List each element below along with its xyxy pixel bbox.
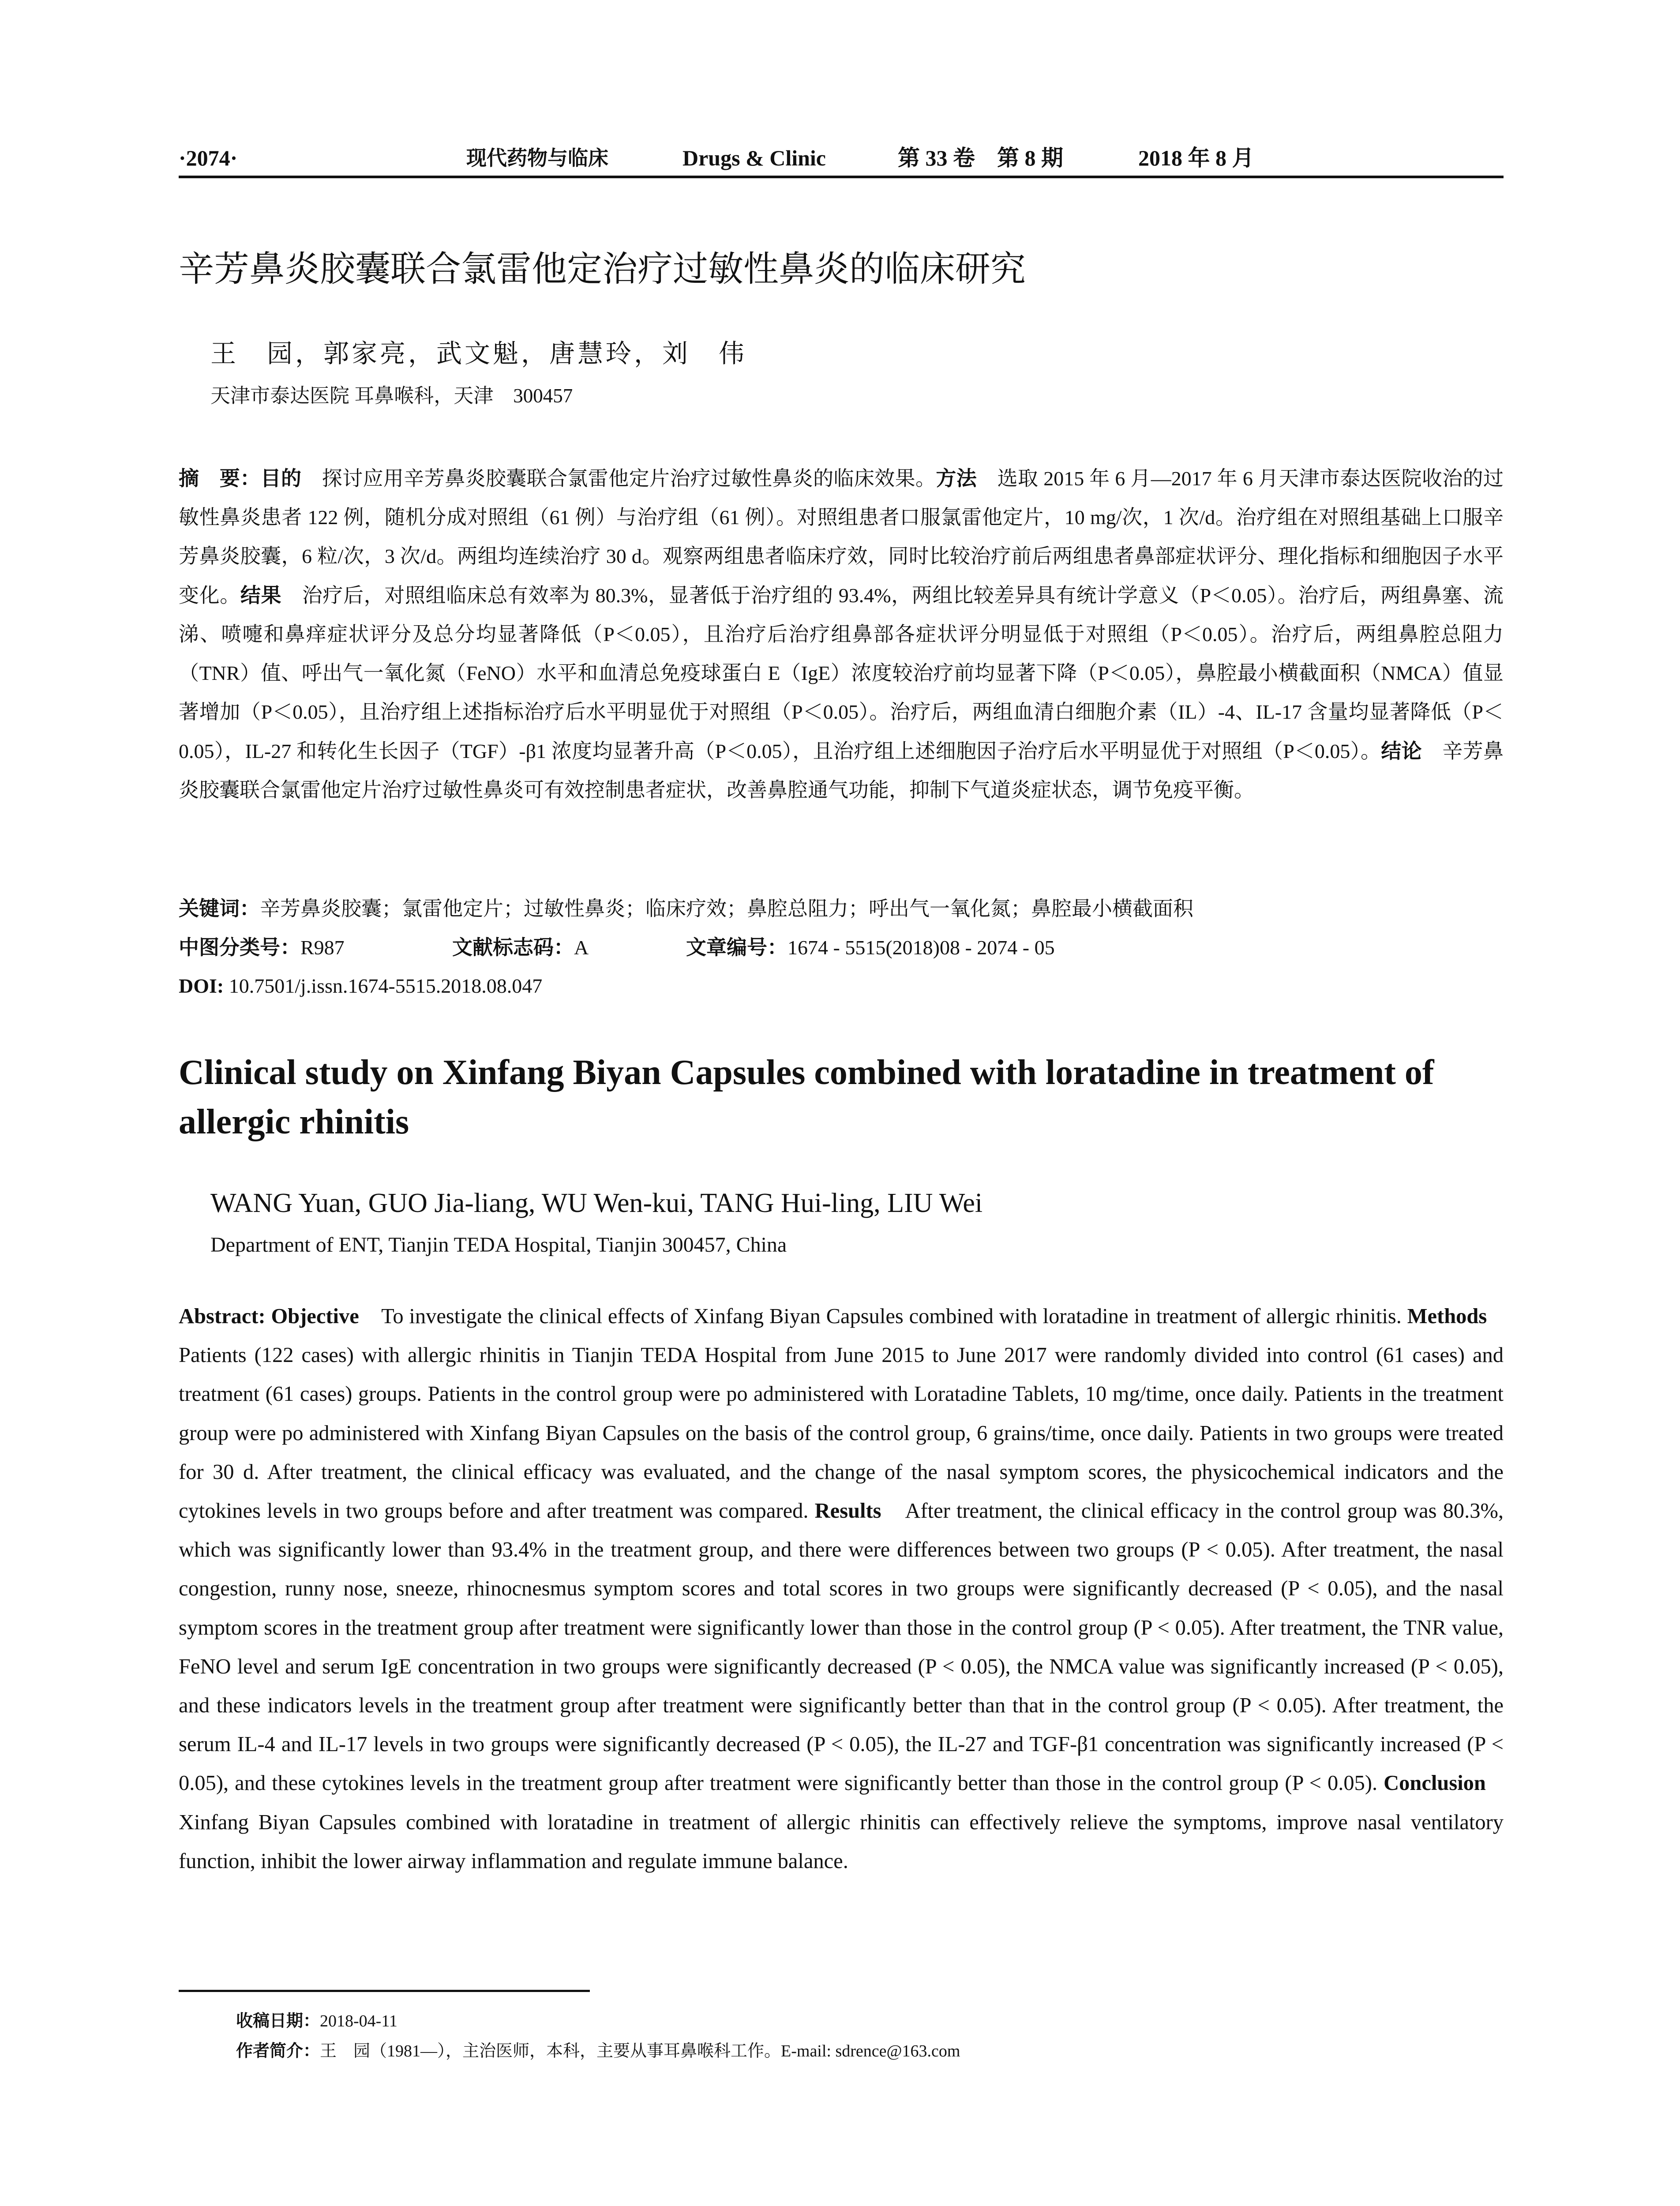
keywords-text-cn: 辛芳鼻炎胶囊；氯雷他定片；过敏性鼻炎；临床疗效；鼻腔总阻力；呼出气一氧化氮；鼻腔最小横截面积 bbox=[260, 897, 1193, 920]
author-bio-text: 王 园（1981—），主治医师，本科，主要从事耳鼻喉科工作。E-mail: sdrence@163.com bbox=[320, 2042, 960, 2060]
results-text-cn: 治疗后，对照组临床总有效率为 80.3%，显著低于治疗组的 93.4%，两组比较差异具有统计学意义（P＜0.05）。治疗后，两组鼻塞、流涕、喷嚏和鼻痒症状评分及总分均显著降低（P＜0.05），且治疗后治疗组鼻部各症状评分明显低于对照组（P＜0.05）。治疗后，两组鼻腔总阻力（TNR）值、呼出气一氧化氮（FeNO）水平和血清总免疫球蛋白 E（IgE）浓度较治疗前均显著下降（P＜0.05），鼻腔最小横截面积（NMCA）值显著增加（P＜0.05），且治疗组上述指标治疗后水平明显优于对照组（P＜0.05）。治疗后，两组血清白细胞介素（IL）-4、IL-17 含量均显著降低（P＜0.05），IL-27 和转化生长因子（TGF）-β1 浓度均显著升高（P＜0.05），且治疗组上述细胞因子治疗后水平明显优于对照组（P＜0.05）。 bbox=[179, 584, 1504, 762]
header-rule bbox=[179, 176, 1504, 178]
running-header bbox=[179, 140, 1504, 176]
objective-text-en: To investigate the clinical effects of Xinfang Biyan Capsules combined with loratadine in treatment of allergic rhinitis. bbox=[381, 1305, 1407, 1328]
journal-name-cn: 现代药物与临床 bbox=[466, 146, 608, 170]
author-bio bbox=[236, 2037, 960, 2064]
authors-en: WANG Yuan, GUO Jia-liang, WU Wen-kui, TANG Hui-ling, LIU Wei bbox=[210, 1188, 983, 1218]
title-cn: 辛芳鼻炎胶囊联合氯雷他定治疗过敏性鼻炎的临床研究 bbox=[179, 248, 1026, 289]
conclusion-label-cn: 结论 bbox=[1381, 739, 1422, 763]
objective-label-en: Objective bbox=[271, 1305, 359, 1328]
keywords-cn bbox=[179, 889, 1504, 928]
results-text-en: After treatment, the clinical efficacy in the control group was 80.3%, which was significantly lower than 93.4% in the treatment group, and there were differences between two groups (P < 0.05). After treatment, the nasal congestion, runny nose, sneeze, rhinocnesmus symptom scores and total scores in two groups were significantly decreased (P < 0.05), and the nasal symptom scores in the treatment group after treatment were significantly lower than those in the control group (P < 0.05). After treatment, the TNR value, FeNO level and serum IgE concentration in two groups were significantly decreased (P < 0.05), the NMCA value was significantly increased (P < 0.05), and these indicators levels in the treatment group after treatment were significantly better than that in the control group (P < 0.05). After treatment, the serum IL-4 and IL-17 levels in two groups were significantly decreased (P < 0.05), the IL-27 and TGF-β1 concentration was significantly increased (P < 0.05), and these cytokines levels in the treatment group after treatment were significantly better than those in the control group (P < 0.05). bbox=[179, 1499, 1504, 1795]
doc-code-value: A bbox=[574, 936, 589, 959]
clc-label: 中图分类号： bbox=[179, 935, 300, 959]
methods-label-en: Methods bbox=[1407, 1305, 1487, 1328]
affiliation-cn: 天津市泰达医院 耳鼻喉科，天津 300457 bbox=[210, 385, 573, 407]
affiliation-en: Department of ENT, Tianjin TEDA Hospital, Tianjin 300457, China bbox=[210, 1233, 787, 1257]
methods-text-cn: 选取 2015 年 6 月—2017 年 6 月天津市泰达医院收治的过敏性鼻炎患者 122 例，随机分成对照组（61 例）与治疗组（61 例）。对照组患者口服氯雷他定片，10 mg/次，1 次/d。治疗组在对照组基础上口服辛芳鼻炎胶囊，6 粒/次，3 次/d。两组均连续治疗 30 d。观察两组患者临床疗效，同时比较治疗前后两组患者鼻部症状评分、理化指标和细胞因子水平变化。 bbox=[179, 467, 1504, 607]
doi-label: DOI: bbox=[179, 975, 224, 997]
objective-label-cn: 目的 bbox=[260, 466, 302, 490]
abstract-en bbox=[179, 1297, 1504, 1881]
clc-value: R987 bbox=[300, 936, 345, 959]
journal-name-en: Drugs & Clinic bbox=[682, 146, 826, 170]
objective-text-cn: 探讨应用辛芳鼻炎胶囊联合氯雷他定片治疗过敏性鼻炎的临床效果。 bbox=[322, 467, 936, 490]
results-label-en: Results bbox=[814, 1499, 881, 1523]
footnote-rule bbox=[179, 1990, 590, 1992]
doi-value[interactable]: 10.7501/j.issn.1674-5515.2018.08.047 bbox=[229, 975, 543, 997]
received-date bbox=[236, 2007, 398, 2034]
keywords-label-cn: 关键词： bbox=[179, 897, 260, 920]
methods-label-cn: 方法 bbox=[936, 466, 977, 490]
methods-text-en: Patients (122 cases) with allergic rhinitis in Tianjin TEDA Hospital from June 2015 to June 2017 were randomly divided into control (61 cases) and treatment (61 cases) groups. Patients in the control group were po administered with Loratadine Tablets, 10 mg/time, once daily. Patients in the treatment group were po administered with Xinfang Biyan Capsules on the basis of the control group, 6 grains/time, once daily. Patients in two groups were treated for 30 d. After treatment, the clinical efficacy was evaluated, and the change of the nasal symptom scores, the physicochemical indicators and the cytokines levels in two groups before and after treatment was compared. bbox=[179, 1343, 1504, 1523]
classification-line bbox=[179, 928, 1504, 967]
conclusion-text-en: Xinfang Biyan Capsules combined with loratadine in treatment of allergic rhinitis can effectively relieve the symptoms, improve nasal ventilatory function, inhibit the lower airway inflammation and regulate immune balance. bbox=[179, 1810, 1504, 1873]
abstract-cn bbox=[179, 459, 1504, 810]
abstract-label-cn: 摘 要： bbox=[179, 466, 261, 490]
received-label: 收稿日期： bbox=[236, 2011, 320, 2030]
volume-issue: 第 33 卷 第 8 期 bbox=[898, 146, 1063, 170]
conclusion-text-cn: 辛芳鼻炎胶囊联合氯雷他定片治疗过敏性鼻炎可有效控制患者症状，改善鼻腔通气功能，抑制下气道炎症状态，调节免疫平衡。 bbox=[179, 740, 1504, 801]
article-no-value: 1674 - 5515(2018)08 - 2074 - 05 bbox=[788, 936, 1055, 959]
author-bio-label: 作者简介： bbox=[236, 2041, 320, 2060]
abstract-label-en: Abstract: bbox=[179, 1305, 271, 1328]
article-no-label: 文章编号： bbox=[686, 935, 788, 959]
doc-code-label: 文献标志码： bbox=[452, 935, 574, 959]
title-en: Clinical study on Xinfang Biyan Capsules combined with loratadine in treatment of allergic rhinitis bbox=[179, 1053, 1434, 1141]
authors-cn: 王 园，郭家亮，武文魁，唐慧玲，刘 伟 bbox=[210, 339, 747, 368]
conclusion-label-en: Conclusion bbox=[1384, 1771, 1486, 1795]
page-number: ·2074· bbox=[179, 146, 238, 170]
results-label-cn: 结果 bbox=[240, 583, 282, 607]
doi-line bbox=[179, 967, 1504, 1005]
issue-date: 2018 年 8 月 bbox=[1138, 146, 1254, 170]
received-value: 2018-04-11 bbox=[320, 2012, 398, 2030]
